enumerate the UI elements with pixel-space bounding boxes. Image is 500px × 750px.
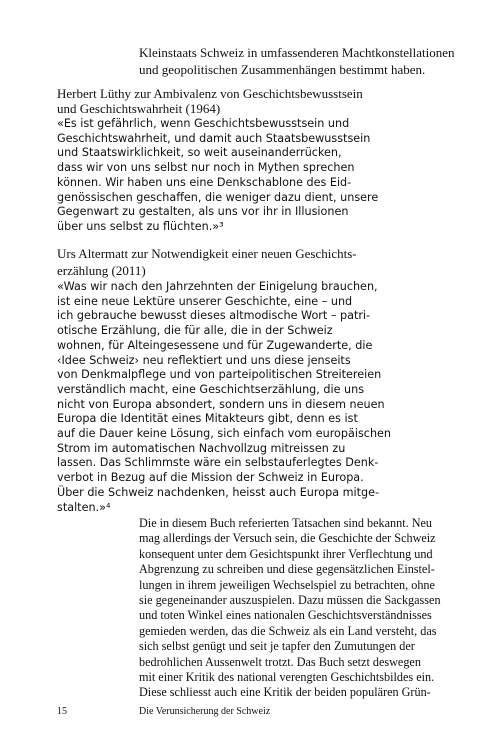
luethy-quote-7: Gegenwart zu gestalten, als uns vor ihr in Illusionen [57,205,349,219]
luethy-quote-6: genössischen geschaffen, die weniger dazu dient, unsere [57,190,379,204]
luethy-quote-5: können. Wir haben uns eine Denkschablone des Eid- [57,175,352,189]
body-line-7: und toten Winkel eines nationalen Geschichtsverständnisses [139,608,432,623]
luethy-quote-4: dass wir von uns selbst nur noch in Mythen sprechen [57,161,355,175]
intro-line-1: Kleinstaats Schweiz in umfassenderen Machtkonstellationen [139,45,455,60]
altermatt-quote-8: verständlich macht, eine Geschichtserzählung, die uns [57,382,365,396]
running-title: Die Verunsicherung der Schweiz [139,706,271,717]
luethy-quote-1: «Es ist gefährlich, wenn Geschichtsbewusstsein und [57,117,350,130]
body-line-4: Abgrenzung zu schreiben und diese gegensätzlichen Einstel- [139,562,435,577]
altermatt-quote-5: wohnen, für Alteingesessene und für Zugewanderte, die [57,338,373,352]
altermatt-quote-6: ‹Idee Schweiz› neu reflektiert und uns diese jenseits [57,353,351,367]
intro-line-2: und geopolitischen Zusammenhängen bestimmt haben. [139,62,426,77]
body-line-9: sich selbst genügt und seit je tapfer den Zumutungen der [139,639,415,654]
altermatt-quote-10: Europa die Identität eines Mitakteurs gibt, denn es ist [57,412,358,426]
body-line-11: mit einer Kritik des national verengten Geschichtsbildes ein. [139,670,435,684]
altermatt-heading-2: erzählung (2011) [57,263,146,278]
altermatt-quote-16: stalten.»⁴ [57,500,111,514]
altermatt-quote-12: Strom im automatischen Nachvollzug mitreissen zu [57,441,346,455]
altermatt-quote-3: ich gebrauche bewusst dieses altmodische Wort – patri- [57,309,371,323]
body-line-5: lungen in ihrem jeweiligen Wechselspiel zu betrachten, ohne [139,577,435,592]
altermatt-quote-11: auf die Dauer keine Lösung, sich einfach vom europäischen [57,427,392,440]
altermatt-quote-9: nicht von Europa absondert, sondern uns in diesem neuen [57,397,385,411]
page-number: 15 [57,706,67,717]
body-line-12: Diese schliesst auch eine Kritik der beiden populären Grün- [139,685,431,700]
luethy-heading-1: Herbert Lüthy zur Ambivalenz von Geschichtsbewusstsein [57,86,363,101]
luethy-quote-2: Geschichtswahrheit, und damit auch Staatsbewusstsein [57,131,371,145]
luethy-heading-2: und Geschichtswahrheit (1964) [57,101,221,116]
altermatt-quote-14: verbot in Bezug auf die Mission der Schweiz in Europa. [57,471,364,485]
altermatt-quote-15: Über die Schweiz nachdenken, heisst auch Europa mitge- [57,485,380,499]
altermatt-quote-7: von Denkmalpflege und von parteipolitischen Streitereien [57,368,382,382]
body-line-2: mag allerdings der Versuch sein, die Geschichte der Schweiz [139,531,436,546]
altermatt-quote-13: lassen. Das Schlimmste wäre ein selbstauferlegtes Denk- [57,456,379,470]
body-line-6: sie gegeneinander auszuspielen. Dazu müssen die Sackgassen [139,593,441,607]
luethy-quote-3: und Staatswirklichkeit, so weit auseinanderrücken, [57,146,342,160]
body-line-3: konsequent unter dem Gesichtspunkt ihrer Verflechtung und [139,546,433,561]
luethy-quote-8: über uns selbst zu flüchten.»³ [57,219,224,233]
altermatt-quote-4: otische Erzählung, die für alle, die in der Schweiz [57,324,333,338]
body-line-1: Die in diesem Buch referierten Tatsachen sind bekannt. Neu [139,516,433,530]
body-line-8: gemieden werden, das die Schweiz als ein Land versteht, das [139,623,437,638]
body-line-10: bedrohlichen Aussenwelt trotzt. Das Buch setzt deswegen [139,654,421,669]
altermatt-quote-2: ist eine neue Lektüre unserer Geschichte, eine – und [57,294,353,308]
altermatt-heading-1: Urs Altermatt zur Notwendigkeit einer neuen Geschichts- [57,246,357,261]
altermatt-quote-1: «Was wir nach den Jahrzehnten der Einigelung brauchen, [57,280,378,293]
